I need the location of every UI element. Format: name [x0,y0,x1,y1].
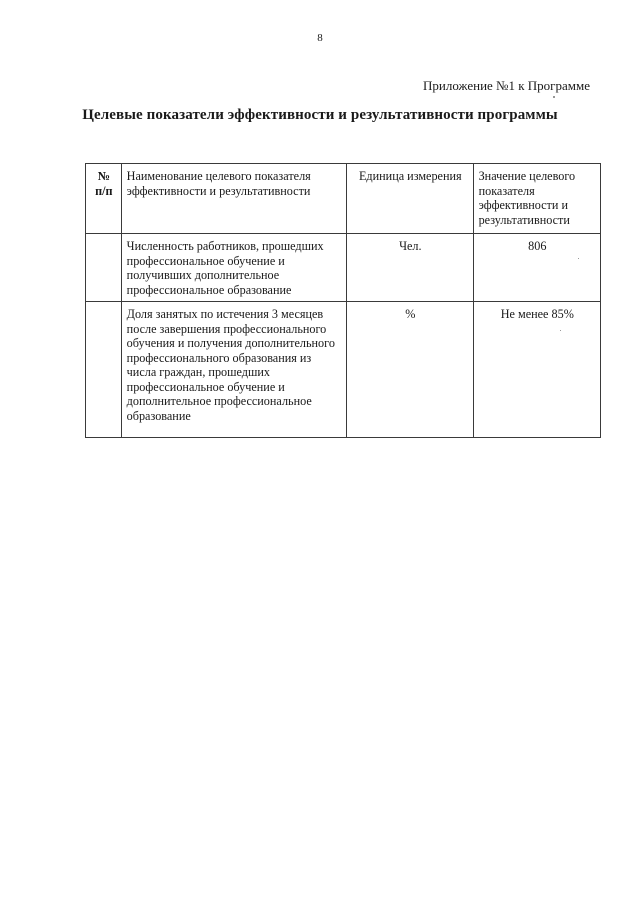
table-row [86,302,601,438]
cell-unit: % [347,302,474,438]
cell-indicator-name: Численность работников, прошедших профессиональное обучение и получивших дополнительное профессиональное образование [121,234,346,302]
header-cell-number: № п/п [86,164,122,234]
table-header-row [86,164,601,234]
cell-number [86,234,122,302]
cell-unit: Чел. [347,234,474,302]
target-indicators-table [85,163,601,438]
page-number: 8 [317,32,323,44]
cell-value: Не менее 85% [473,302,600,438]
appendix-note: Приложение №1 к Программе [423,78,590,93]
scan-speck [560,330,561,331]
cell-indicator-name: Доля занятых по истечения 3 месяцев после завершения профессионального обучения и получения дополнительного профессионального образования из числа граждан, прошедших профессиональное обучение и дополнительное профессиональное образование [121,302,346,438]
header-cell-value: Значение целевого показателя эффективности и результативности [473,164,600,234]
table-row [86,234,601,302]
cell-number [86,302,122,438]
document-title: Целевые показатели эффективности и результативности программы [82,107,558,123]
scan-speck [578,258,579,259]
cell-value: 806 [473,234,600,302]
header-cell-indicator-name: Наименование целевого показателя эффективности и результативности [121,164,346,234]
header-cell-unit: Единица измерения [347,164,474,234]
scan-speck [553,96,555,98]
